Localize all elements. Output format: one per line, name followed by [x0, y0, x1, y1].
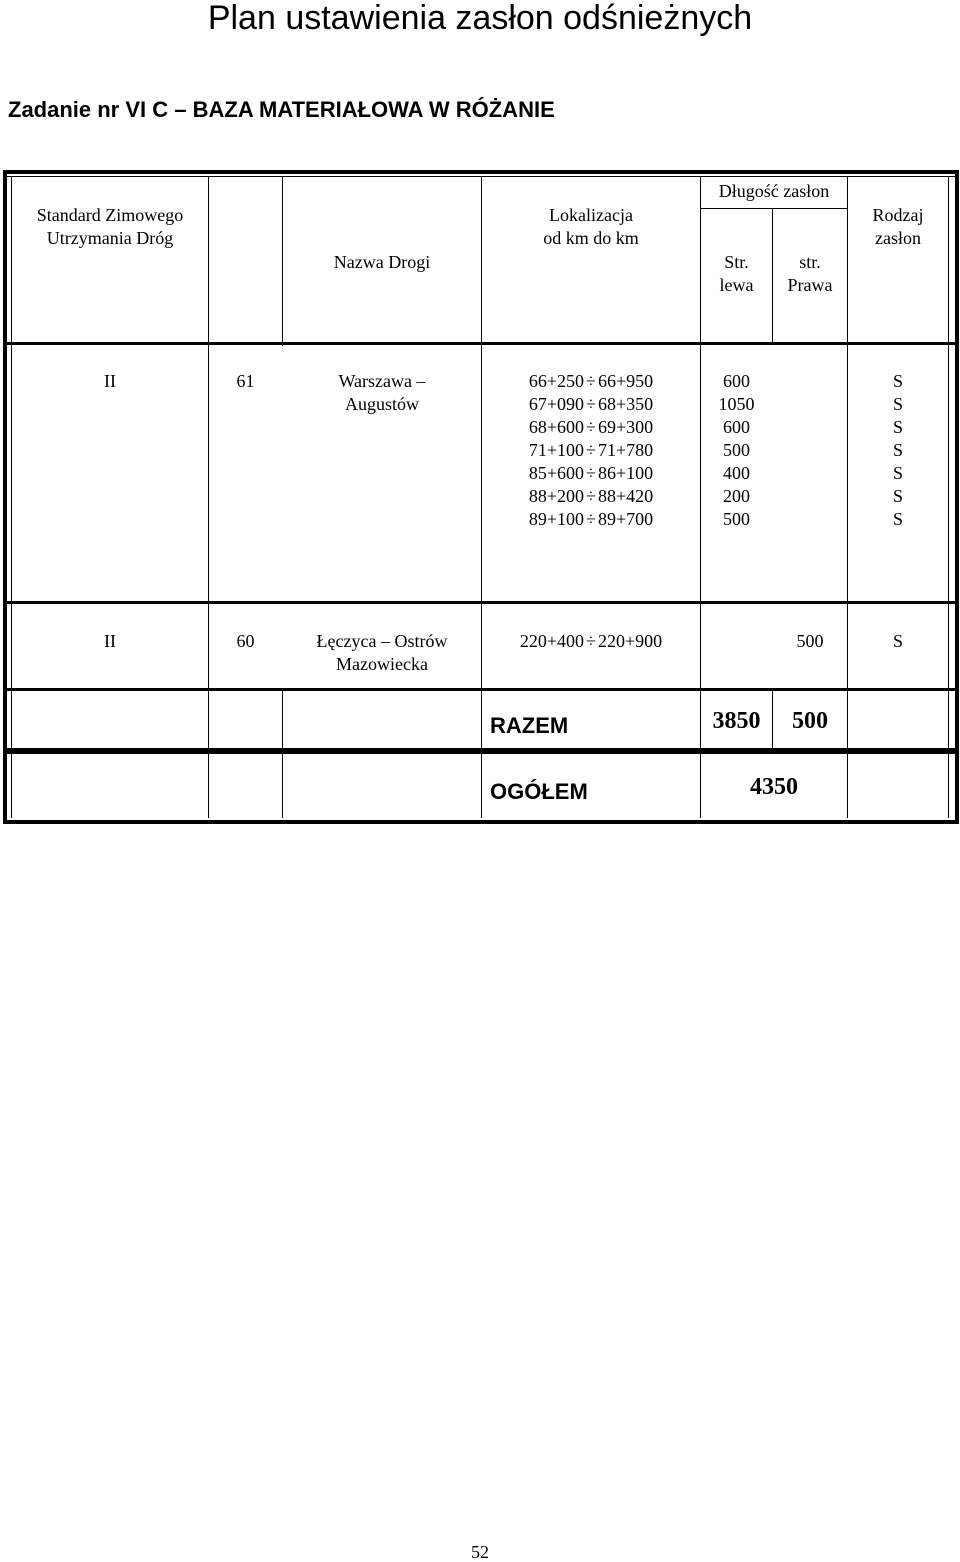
table-row: 89+100 ÷ 89+700 [528, 509, 654, 529]
page-title: Plan ustawienia zasłon odśnieżnych [207, 0, 753, 37]
razem-right-total: 500 [792, 708, 828, 734]
header-right-side: str. Prawa [787, 252, 833, 295]
page-number: 52 [471, 1542, 489, 1562]
table-row: 68+600 ÷ 69+300 [528, 417, 654, 437]
row2-bottom-rule [5, 688, 955, 691]
ogolem-total: 4350 [750, 774, 798, 800]
row1-road-name: Warszawa – Augustów [338, 371, 426, 414]
header-type: Rodzaj zasłon [872, 205, 924, 248]
task-subtitle: Zadanie nr VI C – BAZA MATERIAŁOWA W RÓŻANIE [8, 97, 555, 122]
header-length: Długość zasłon [718, 181, 830, 201]
header-location: Lokalizacja od km do km [543, 205, 639, 248]
row1-standard: II [104, 371, 116, 391]
row2-road-name: Łęczyca – Ostrów Mazowiecka [316, 631, 448, 674]
table-row: 67+090 ÷ 68+350 [528, 394, 654, 414]
inner-top-rule [5, 176, 955, 177]
row1-left-lengths: 600 1050 600 500 400 200 500 [718, 371, 755, 529]
razem-label: RAZEM [490, 713, 569, 738]
header-standard: Standard Zimowego Utrzymania Dróg [36, 205, 184, 248]
row2-location: 220+400 ÷ 220+900 [519, 631, 663, 651]
row2-standard: II [104, 631, 116, 651]
header-left-side: Str. lewa [719, 252, 754, 295]
table-row: 71+100 ÷ 71+780 [528, 440, 654, 460]
length-header-rule [700, 208, 847, 209]
row1-bottom-rule [5, 601, 955, 604]
inner-left-rule [11, 176, 12, 818]
row2-type: S [892, 631, 903, 651]
header-road-name: Nazwa Drogi [333, 252, 431, 272]
header-bottom-rule [5, 342, 955, 345]
razem-left-total: 3850 [712, 708, 761, 734]
ogolem-label: OGÓŁEM [490, 779, 588, 804]
razem-bottom-rule [5, 748, 955, 754]
row2-right-length: 500 [796, 631, 824, 651]
inner-right-rule [948, 176, 949, 818]
col-rule-2-totals [282, 690, 283, 818]
table-row: 66+250 ÷ 66+950 [528, 371, 654, 391]
table-row: 85+600 ÷ 86+100 [528, 463, 654, 483]
table-row: 88+200 ÷ 88+420 [528, 486, 654, 506]
row1-types: S S S S S S S [892, 371, 903, 529]
row1-locations [482, 370, 700, 531]
row2-road-number: 60 [236, 631, 255, 651]
row1-road-number: 61 [236, 371, 255, 391]
col-rule-1 [208, 176, 209, 818]
